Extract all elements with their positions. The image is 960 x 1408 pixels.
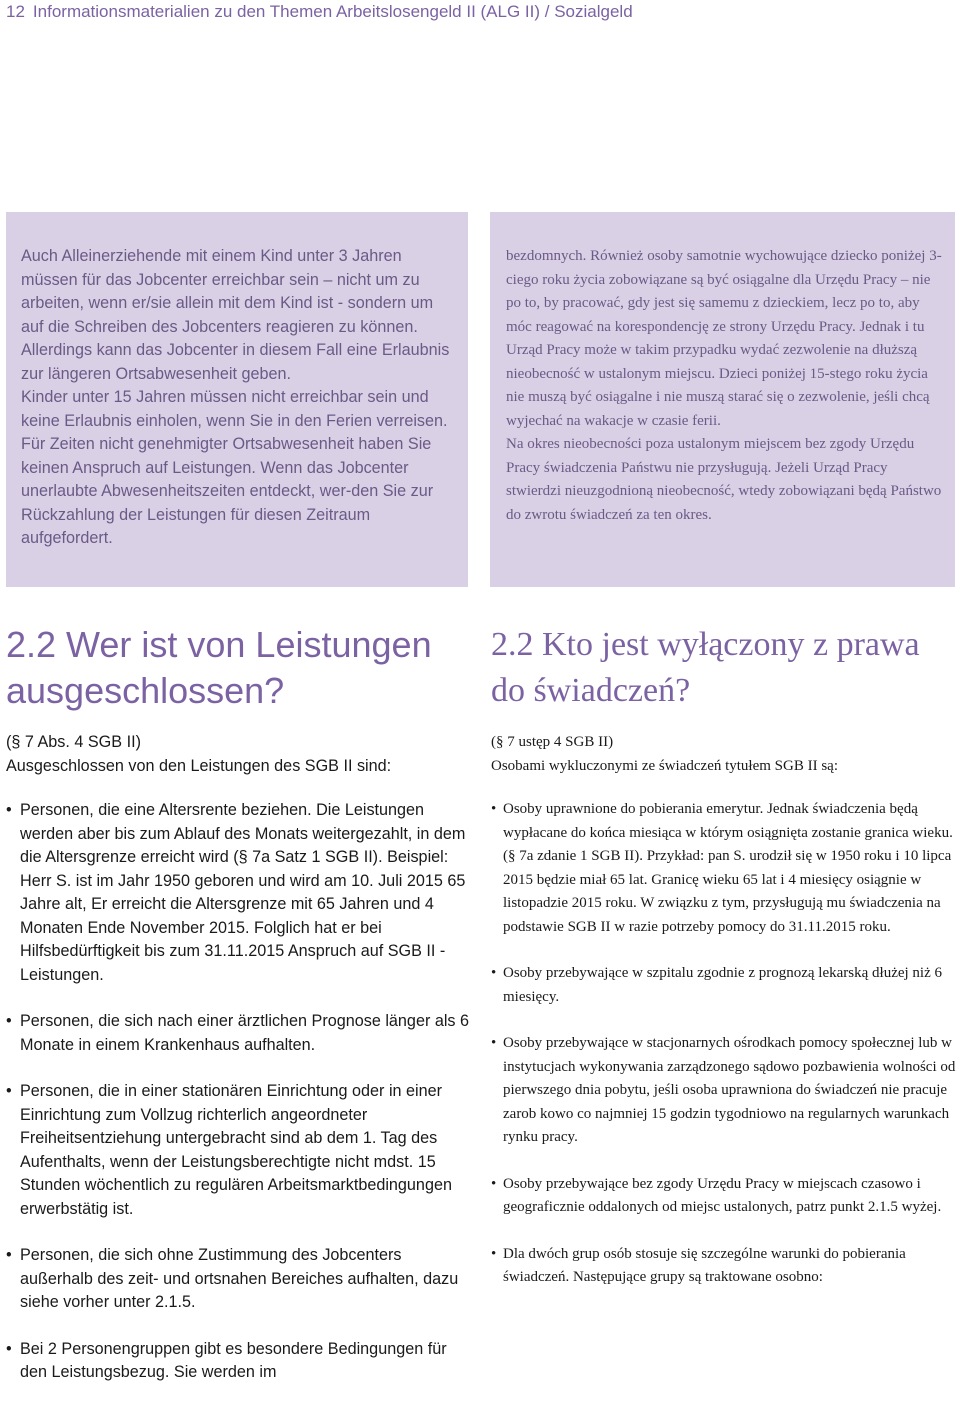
- section-lead: Ausgeschlossen von den Leistungen des SGB II sind:: [6, 757, 392, 775]
- list-item-text: Personen, die sich ohne Zustimmung des Jobcenters außerhalb des zeit- und ortsnahen Bereiches aufhalten, dazu siehe vorher unter 2.1.5.: [20, 1246, 459, 1311]
- page-number: 12: [6, 2, 25, 21]
- section-heading: 2.2 Wer ist von Leistungen ausgeschlossen?: [6, 624, 432, 711]
- bullet: •: [6, 1012, 12, 1030]
- list-item: [491, 1243, 957, 1290]
- page-header-title: Informationsmaterialien zu den Themen Arbeitslosengeld II (ALG II) / Sozialgeld: [32, 2, 633, 21]
- bullet: •: [491, 1245, 497, 1262]
- bullet: •: [6, 1246, 12, 1264]
- info-box-german: [6, 212, 468, 587]
- section-intro: [491, 730, 957, 778]
- list-item: [491, 798, 957, 939]
- bullet: •: [491, 1035, 497, 1051]
- exclusion-list: [6, 799, 472, 1385]
- info-box-paragraph: Na okres nieobecności poza ustalonym miejscem bez zgody Urzędu Pracy świadczenia Państwu nie przysługują. Jeżeli Urząd Pracy stwierdzi nieuzgodnioną nieobecność, wtedy zobowiązani będą Państwo do zwrotu świadczeń za ten okres.: [506, 436, 942, 523]
- page-header: [6, 2, 633, 22]
- list-item: [6, 1080, 472, 1221]
- legal-reference: (§ 7 Abs. 4 SGB II): [6, 733, 141, 751]
- bullet: •: [6, 1082, 12, 1100]
- list-item: [6, 1338, 472, 1385]
- list-item-text: Personen, die in einer stationären Einrichtung oder in einer Einrichtung zum Vollzug richterlich angeordneter Freiheitsentziehung untergebracht sind ab dem 1. Tag des Aufenthalts, wenn der Leistungsberechtigte nicht mdst. 15 Stunden wöchentlich zu regulären Arbeitsmarktbedingungen erwerbstätig ist.: [20, 1082, 452, 1218]
- section-heading: 2.2 Kto jest wyłączony z prawa do świadczeń?: [491, 626, 920, 709]
- list-item-text: Personen, die eine Altersrente beziehen. Die Leistungen werden aber bis zum Ablauf des Monats weitergezahlt, in dem die Altersgrenze erreicht wird (§ 7a Satz 1 SGB II). Beispiel: Herr S. ist im Jahr 1950 geboren und wird am 10. Juli 2015 65 Jahre alt, Er erreicht die Altersgrenze mit 65 Jahren und 4 Monaten Ende November 2015. Folglich hat er bei Hilfsbedürftigkeit bis zum 31.11.2015 Anspruch auf SGB II - Leistungen.: [20, 801, 466, 984]
- list-item: [491, 1173, 957, 1220]
- info-box-paragraph: Für Zeiten nicht genehmigter Ortsabwesenheit haben Sie keinen Anspruch auf Leistungen. Wenn das Jobcenter unerlaubte Abwesenheitszeiten entdeckt, wer-den Sie zur Rückzahlung der Leistungen für diesen Zeitraum aufgefordert.: [21, 435, 434, 547]
- bullet: •: [6, 1339, 12, 1358]
- bullet: •: [6, 801, 12, 819]
- list-item-text: Osoby uprawnione do pobierania emerytur. Jednak świadczenia będą wypłacane do końca miesiąca w którym osiągnięta zostanie granica wieku. (§ 7a zdanie 1 SGB II). Przykład: pan S. urodził się w 1950 roku i 10 lipca 2015 będzie miał 65 lat. Granicę wieku 65 lat i 4 miesięcy osiągnie w listopadzie 2015 roku. W związku z tym, przysługują mu świadczenia na podstawie SGB II w razie potrzeby pomocy do 31.11.2015 roku.: [503, 801, 953, 935]
- info-box-polish: [490, 212, 955, 587]
- section-intro: [6, 730, 472, 778]
- section-german: [6, 622, 472, 1408]
- info-box-paragraph: Auch Alleinerziehende mit einem Kind unter 3 Jahren müssen für das Jobcenter erreichbar sein – nicht um zu arbeiten, wenn er/sie allein mit dem Kind ist - sondern um auf die Schreiben des Jobcenters reagieren zu können. Allerdings kann das Jobcenter in diesem Fall eine Erlaubnis zur längeren Ortsabwesenheit geben.: [21, 247, 450, 383]
- legal-reference: (§ 7 ustęp 4 SGB II): [491, 734, 614, 750]
- info-box-paragraph: bezdomnych. Również osoby samotnie wychowujące dziecko poniżej 3-ciego roku życia zobowiązane są być osiągalne dla Urzędu Pracy – nie po to, by pracować, gdy jest się samemu z dzieckiem, lecz po to, aby móc reagować na korespondencję ze strony Urzędu Pracy. Jednak i tu Urząd Pracy może w takim przypadku wydać zezwolenie na dłuższą nieobecność w ustalonym miejscu. Dzieci poniżej 15-stego roku życia nie muszą być osiągalne i nie muszą starać się o zezwolenie, jeśli chcą wyjechać na wakacje w czasie ferii.: [506, 248, 942, 429]
- exclusion-list: [491, 798, 957, 1290]
- list-item-text: Osoby przebywające w stacjonarnych ośrodkach pomocy społecznej lub w instytucjach wykonywania zarządzonego sądowo pozbawienia wolności od pierwszego dnia pobytu, jeśli osoba uprawniona do świadczeń nie pracuje zarob kowo co najmniej 15 godzin tygodniowo na regularnych warunkach rynku pracy.: [503, 1035, 956, 1145]
- list-item: [6, 1244, 472, 1315]
- list-item-text: Osoby przebywające w szpitalu zgodnie z prognozą lekarską dłużej niż 6 miesięcy.: [503, 965, 942, 1005]
- list-item: [6, 1010, 472, 1057]
- list-item-text: Personen, die sich nach einer ärztlichen Prognose länger als 6 Monate in einem Krankenhaus aufhalten.: [20, 1012, 470, 1054]
- list-item: [6, 799, 472, 987]
- info-box-paragraph: Kinder unter 15 Jahren müssen nicht erreichbar sein und keine Erlaubnis einholen, wenn Sie in den Ferien verreisen.: [21, 388, 448, 430]
- bullet: •: [491, 965, 497, 981]
- section-polish: [491, 622, 957, 1313]
- list-item-text: Osoby przebywające bez zgody Urzędu Pracy w miejscach czasowo i geograficznie oddalonych od miejsc ustalonych, patrz punkt 2.1.5 wyżej.: [503, 1175, 942, 1215]
- bullet: •: [491, 801, 497, 817]
- bullet: •: [491, 1175, 497, 1192]
- list-item: [491, 1032, 957, 1150]
- list-item-text: Dla dwóch grup osób stosuje się szczególne warunki do pobierania świadczeń. Następujące grupy są traktowane osobno:: [503, 1245, 906, 1285]
- list-item-text: Bei 2 Personengruppen gibt es besondere Bedingungen für den Leistungsbezug. Sie werden im: [20, 1339, 447, 1381]
- list-item: [491, 962, 957, 1009]
- section-lead: Osobami wykluczonymi ze świadczeń tytułem SGB II są:: [491, 758, 839, 774]
